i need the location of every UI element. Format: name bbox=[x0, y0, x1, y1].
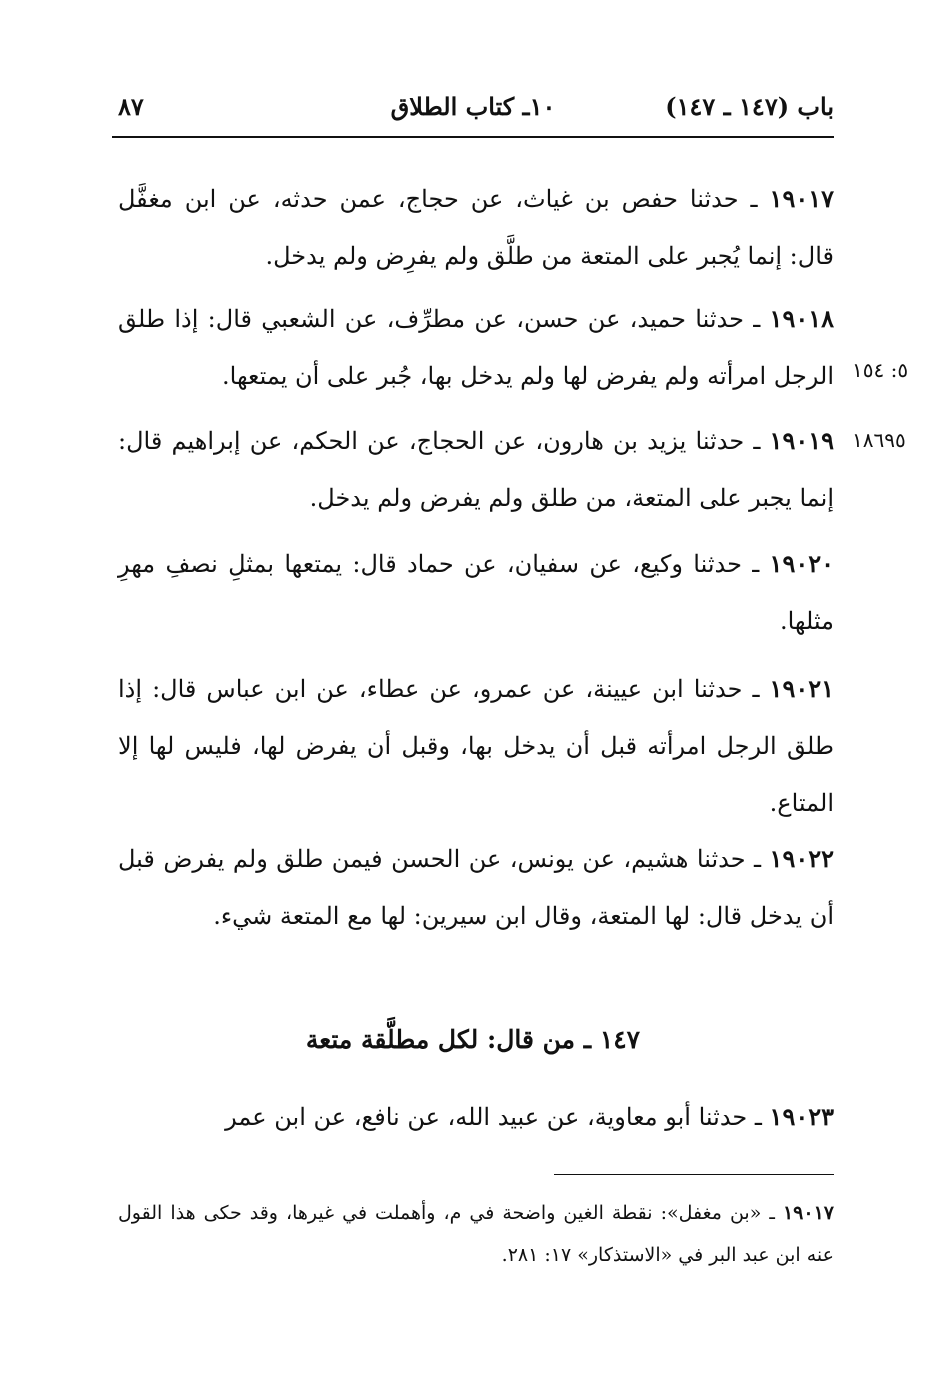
entry-number: ١٩٠٢٢ bbox=[769, 844, 834, 873]
margin-reference-1: ٥: ١٥٤ bbox=[852, 358, 909, 382]
entry-text: ـ حدثنا أبو معاوية، عن عبيد الله، عن نافع، عن ابن عمر bbox=[225, 1103, 770, 1131]
entry-text: ـ حدثنا هشيم، عن يونس، عن الحسن فيمن طلق ولم يفرض قبل أن يدخل قال: لها المتعة، وقال ابن سيرين: لها مع المتعة شيء. bbox=[118, 845, 834, 930]
chapter-range: باب (١٤٧ ـ ١٤٧) bbox=[665, 92, 834, 121]
entry-number: ١٩٠١٨ bbox=[769, 304, 834, 333]
hadith-entry-19018 bbox=[118, 290, 834, 405]
margin-reference-2: ١٨٦٩٥ bbox=[852, 428, 906, 452]
entry-text: ـ حدثنا يزيد بن هارون، عن الحجاج، عن الحكم، عن إبراهيم قال: إنما يجبر على المتعة، من طلق ولم يفرض ولم يدخل. bbox=[118, 427, 834, 512]
hadith-entry-19019 bbox=[118, 412, 834, 527]
entry-number: ١٩٠١٩ bbox=[769, 426, 834, 455]
entry-text: ـ حدثنا حفص بن غياث، عن حجاج، عمن حدثه، عن ابن مغفَّل قال: إنما يُجبر على المتعة من طلَّق ولم يفرِض ولم يدخل. bbox=[118, 185, 834, 270]
hadith-entry-19017 bbox=[118, 170, 834, 285]
hadith-entry-19022 bbox=[118, 830, 834, 945]
entry-text: ـ حدثنا ابن عيينة، عن عمرو، عن عطاء، عن ابن عباس قال: إذا طلق الرجل امرأته قبل أن يدخل بها، وقبل أن يفرض لها، فليس لها إلا المتاع. bbox=[118, 675, 834, 817]
header-rule bbox=[112, 136, 834, 138]
hadith-entry-19021 bbox=[118, 660, 834, 832]
entry-number: ١٩٠١٧ bbox=[769, 184, 834, 213]
section-heading: ١٤٧ ـ من قال: لكل مطلَّقة متعة bbox=[305, 1025, 641, 1054]
footnote-number: ١٩٠١٧ bbox=[782, 1202, 834, 1224]
footnote-rule bbox=[554, 1174, 834, 1175]
entry-text: ـ حدثنا حميد، عن حسن، عن مطرِّف، عن الشعبي قال: إذا طلق الرجل امرأته ولم يفرض لها ولم يدخل بها، جُبر على أن يمتعها. bbox=[118, 305, 834, 390]
hadith-entry-19023 bbox=[118, 1088, 834, 1146]
page-number: ٨٧ bbox=[118, 92, 144, 121]
page-header bbox=[112, 88, 834, 128]
entry-number: ١٩٠٢١ bbox=[769, 674, 834, 703]
book-title: ١٠ـ كتاب الطلاق bbox=[390, 92, 556, 121]
entry-number: ١٩٠٢٠ bbox=[769, 549, 834, 578]
hadith-entry-19020 bbox=[118, 535, 834, 650]
footnote-text: ـ «بن مغفل»: نقطة الغين واضحة في م، وأهملت في غيرها، وقد حكى هذا القول عنه ابن عبد البر في «الاستذكار» ١٧: ٢٨١. bbox=[118, 1202, 834, 1266]
entry-text: ـ حدثنا وكيع، عن سفيان، عن حماد قال: يمتعها بمثلِ نصفِ مهرِ مثلها. bbox=[118, 550, 834, 635]
footnote bbox=[118, 1192, 834, 1276]
entry-number: ١٩٠٢٣ bbox=[769, 1102, 834, 1131]
